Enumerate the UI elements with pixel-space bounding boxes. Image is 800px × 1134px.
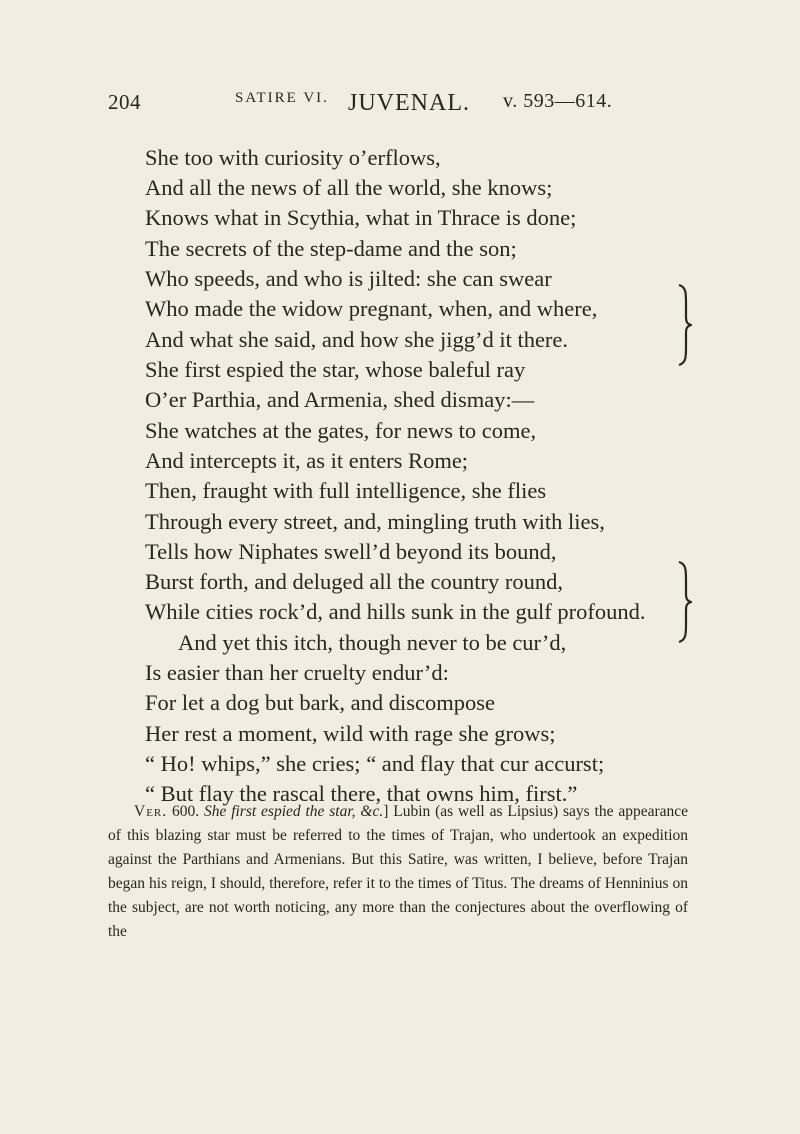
verse-range: v. 593—614. (503, 90, 613, 112)
triplet-brace-icon (678, 283, 692, 367)
footnote-verse-number: 600. (171, 803, 200, 820)
verse-line: “ Ho! whips,” she cries; “ and flay that cur accurst; (145, 751, 605, 776)
verse-line: Is easier than her cruelty endur’d: (145, 660, 449, 685)
footnote-text: Lubin (as well as Lipsius) says the appearance of this blazing star must be referred to the times of Trajan, who undertook an expedition against the Parthians and Armenians. But this Satire, was written, I believe, before Trajan began his reign, I should, therefore, refer it to the times of Titus. The dreams of Henninius on the subject, are not worth noticing, any more than the conjectures about the overflowing of the (108, 803, 689, 940)
verse-line: She too with curiosity o’erflows, (145, 145, 441, 170)
verse-line: “ But flay the rascal there, that owns him, first.” (145, 781, 578, 806)
footnote-bracket: ] (383, 803, 389, 820)
verse-line: Who speeds, and who is jilted: she can swear (145, 266, 552, 291)
page-number: 204 (108, 90, 141, 114)
satire-number: SATIRE VI. (235, 90, 329, 106)
triplet-brace-icon (678, 560, 692, 644)
footnote-quote: She first espied the star, &c. (203, 803, 384, 820)
footnote-label: Ver. (134, 803, 168, 820)
verse-line: The secrets of the step-dame and the son; (145, 236, 517, 261)
verse-line: Burst forth, and deluged all the country round, (145, 569, 564, 594)
running-header (108, 90, 668, 120)
verse-line: For let a dog but bark, and discompose (145, 690, 495, 715)
verse-line: Through every street, and, mingling truth with lies, (145, 509, 605, 534)
verse-line: And all the news of all the world, she knows; (145, 175, 553, 200)
verse-line: Tells how Niphates swell’d beyond its bound, (145, 539, 557, 564)
verse-line: While cities rock’d, and hills sunk in the gulf profound. (145, 599, 646, 624)
verse-line: She first espied the star, whose baleful ray (145, 357, 526, 382)
verse-line: O’er Parthia, and Armenia, shed dismay:— (145, 387, 535, 412)
verse-line: And what she said, and how she jigg’d it there. (145, 327, 569, 352)
verse-line: She watches at the gates, for news to come, (145, 418, 537, 443)
verse-line: Who made the widow pregnant, when, and where, (145, 296, 598, 321)
verse-line: And yet this itch, though never to be cur’d, (178, 630, 567, 655)
verse-line: Her rest a moment, wild with rage she grows; (145, 721, 556, 746)
verse-line: Then, fraught with full intelligence, she flies (145, 478, 547, 503)
footnote (108, 800, 688, 944)
author-name: JUVENAL. (348, 90, 470, 116)
footnote-paragraph (108, 800, 688, 944)
verse-line: Knows what in Scythia, what in Thrace is done; (145, 205, 577, 230)
verse-line: And intercepts it, as it enters Rome; (145, 448, 469, 473)
